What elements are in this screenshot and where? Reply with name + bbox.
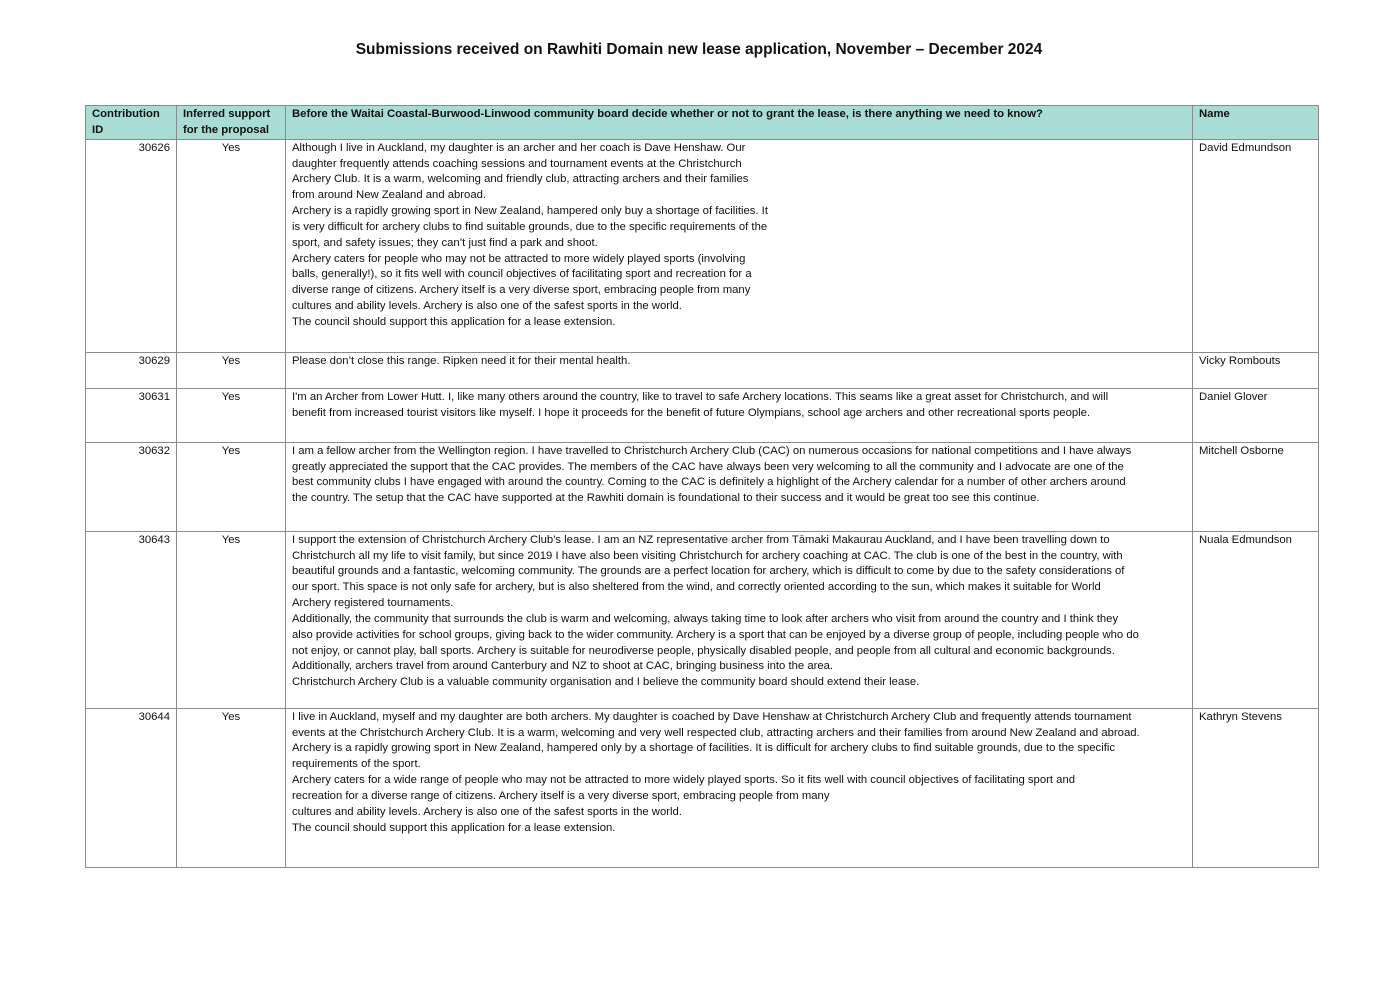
submission-text-line: recreation for a diverse range of citizens. Archery itself is a very diverse sport, embracing people from many [292,789,830,802]
submission-text-line: cultures and ability levels. Archery is also one of the safest sports in the world. [292,805,682,818]
header-name [1193,106,1319,140]
submission-text-line: The council should support this application for a lease extension. [292,315,616,328]
submission-text-line: cultures and ability levels. Archery is also one of the safest sports in the world. [292,300,682,313]
submission-text-line: daughter frequently attends coaching sessions and tournament events at the Christchurch [292,157,742,170]
submission-text-line: beautiful grounds and a fantastic, welcoming community. The grounds are a perfect location for archery, which is difficult to come by due to the safety considerations of [292,565,1125,578]
submission-text-line: Christchurch all my life to visit family, but since 2019 I have also been visiting Christchurch for archery coaching at CAC. The club is one of the best in the country, with [292,549,1123,562]
submission-text-line: I am a fellow archer from the Wellington region. I have travelled to Christchurch Archery Club (CAC) on numerous occasions for national competitions and I have always [292,444,1132,457]
submission-text-line: benefit from increased tourist visitors like myself. I hope it proceeds for the benefit of future Olympians, school age archers and other recreational sports people. [292,406,1091,419]
submission-text-line: Although I live in Auckland, my daughter is an archer and her coach is Dave Henshaw. Our [292,141,746,154]
header-row [86,106,1319,140]
contribution-id-cell: 30626 [86,139,177,352]
submission-text-line: The council should support this application for a lease extension. [292,821,616,834]
submission-text-line: Archery is a rapidly growing sport in New Zealand, hampered only buy a shortage of facilities. It [292,205,768,218]
submitter-name-cell: David Edmundson [1193,139,1319,352]
submission-text-line: not enjoy, or cannot play, ball sports. Archery is suitable for neurodiverse people, physically disabled people, and people from all cultural and economic backgrounds. [292,644,1115,657]
submission-text-cell [286,708,1193,867]
submission-text-line: also provide activities for school groups, giving back to the wider community. Archery is a sport that can be enjoyed by a diverse group of people, including people who do [292,628,1139,641]
submission-text-line: is very difficult for archery clubs to find suitable grounds, due to the specific requirements of the [292,220,768,233]
table-row [86,531,1319,708]
submission-text-cell [286,442,1193,531]
submission-text-line: our sport. This space is not only safe for archery, but is also sheltered from the wind, and correctly oriented according to the sun, which makes it suitable for World [292,581,1101,594]
submission-text-line: Please don’t close this range. Ripken need it for their mental health. [292,354,631,367]
submission-text-line: diverse range of citizens. Archery itself is a very diverse sport, embracing people from many [292,284,751,297]
submission-text-line: Archery Club. It is a warm, welcoming and friendly club, attracting archers and their families [292,173,749,186]
support-cell: Yes [177,139,286,352]
support-cell: Yes [177,442,286,531]
header-support-line2: for the proposal [183,123,269,136]
submission-text-line: greatly appreciated the support that the CAC provides. The members of the CAC have always been very welcoming to all the community and I advocate are one of the [292,460,1124,473]
header-contribution-id [86,106,177,140]
contribution-id-cell: 30632 [86,442,177,531]
submissions-table [85,105,1319,868]
submission-text-cell [286,531,1193,708]
submission-text-line: I support the extension of Christchurch Archery Club's lease. I am an NZ representative archer from Tāmaki Makaurau Auckland, and I have been travelling down to [292,533,1110,546]
support-cell: Yes [177,708,286,867]
submitter-name-cell: Vicky Rombouts [1193,352,1319,388]
submission-text-line: I live in Auckland, myself and my daughter are both archers. My daughter is coached by Dave Henshaw at Christchurch Archery Club and frequently attends tournament [292,710,1132,723]
submission-text-line: Archery caters for a wide range of people who may not be attracted to more widely played sports. So it fits well with council objectives of facilitating sport and [292,774,1076,787]
submission-text-line: Additionally, the community that surrounds the club is warm and welcoming, always taking time to look after archers who visit from around the country and I think they [292,612,1119,625]
submitter-name-cell: Daniel Glover [1193,388,1319,442]
submission-text-line: events at the Christchurch Archery Club. It is a warm, welcoming and very well respected club, attracting archers and their families from around New Zealand and abroad. [292,726,1140,739]
submission-text-line: Archery registered tournaments. [292,597,454,610]
submitter-name-cell: Nuala Edmundson [1193,531,1319,708]
submission-text-line: Christchurch Archery Club is a valuable community organisation and I believe the community board should extend their lease. [292,676,920,689]
table-row [86,139,1319,352]
submitter-name-cell: Kathryn Stevens [1193,708,1319,867]
table-row [86,352,1319,388]
header-support-line1: Inferred support [183,108,271,120]
submission-text-line: best community clubs I have engaged with around the country. Coming to the CAC is definitely a highlight of the Archery calendar for a number of other archers around [292,476,1126,489]
submission-text-line: Archery caters for people who may not be attracted to more widely played sports (involving [292,252,746,265]
header-id-line2: ID [92,123,104,136]
page-title: Submissions received on Rawhiti Domain new lease application, November – December 2024 [355,41,1043,58]
submission-text-line: Additionally, archers travel from around Canterbury and NZ to shoot at CAC, bringing business into the area. [292,660,834,673]
table-row [86,442,1319,531]
submission-text-cell [286,139,1193,352]
submission-text-line: I'm an Archer from Lower Hutt. I, like many others around the country, like to travel to safe Archery locations. This seams like a great asset for Christchurch, and will [292,390,1109,403]
header-question-text: Before the Waitai Coastal-Burwood-Linwood community board decide whether or not to grant the lease, is there anything we need to know? [292,108,1043,120]
submission-text-line: balls, generally!), so it fits well with council objectives of facilitating sport and recreation for a [292,268,752,281]
header-id-line1: Contribution [92,108,160,120]
contribution-id-cell: 30631 [86,388,177,442]
submission-text-line: Archery is a rapidly growing sport in New Zealand, hampered only by a shortage of facilities. It is difficult for archery clubs to find suitable grounds, due to the specific [292,742,1115,755]
support-cell: Yes [177,388,286,442]
table-row [86,388,1319,442]
support-cell: Yes [177,352,286,388]
contribution-id-cell: 30629 [86,352,177,388]
submission-text-line: from around New Zealand and abroad. [292,189,487,202]
submission-text-cell [286,388,1193,442]
submissions-body [86,139,1319,867]
submission-text-line: sport, and safety issues; they can’t just find a park and shoot. [292,236,598,249]
header-inferred-support [177,106,286,140]
table-row [86,708,1319,867]
submission-text-cell [286,352,1193,388]
submitter-name-cell: Mitchell Osborne [1193,442,1319,531]
support-cell: Yes [177,531,286,708]
header-question [286,106,1193,140]
submission-text-line: the country. The setup that the CAC have supported at the Rawhiti domain is foundational to their success and it would be great too see this continue. [292,492,1040,505]
contribution-id-cell: 30644 [86,708,177,867]
contribution-id-cell: 30643 [86,531,177,708]
submission-text-line: requirements of the sport. [292,758,421,771]
header-name-text: Name [1199,108,1230,120]
